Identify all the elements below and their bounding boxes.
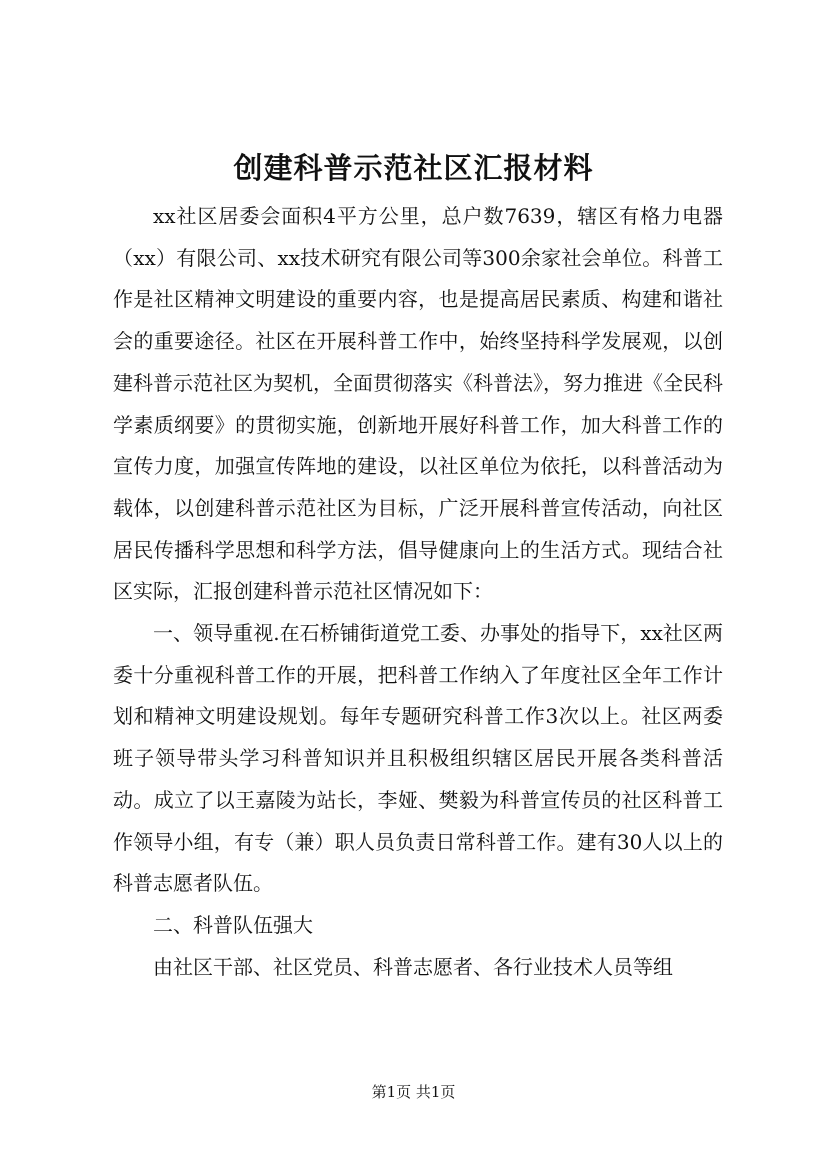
paragraph-intro: xx社区居委会面积4平方公里，总户数7639，辖区有格力电器（xx）有限公司、xx技术研究有限公司等300余家社会单位。科普工作是社区精神文明建设的重要内容，也是提高居民素质、构建和谐社会的重要途径。社区在开展科普工作中，始终坚持科学发展观，以创建科普示范社区为契机，全面贯彻落实《科普法》，努力推进《全民科学素质纲要》的贯彻实施，创新地开展好科普工作，加大科普工作的宣传力度，加强宣传阵地的建设，以社区单位为依托，以科普活动为载体，以创建科普示范社区为目标，广泛开展科普宣传活动，向社区居民传播科学思想和科学方法，倡导健康向上的生活方式。现结合社区实际，汇报创建科普示范社区情况如下： <box>113 204 723 604</box>
section-heading-team: 二、科普队伍强大 <box>153 912 313 937</box>
paragraph-team: 由社区干部、社区党员、科普志愿者、各行业技术人员等组 <box>153 954 673 979</box>
document-body <box>113 196 723 988</box>
page-footer: 第1页 共1页 <box>371 1083 456 1101</box>
document-title: 创建科普示范社区汇报材料 <box>233 151 594 185</box>
paragraph-leadership: 一、领导重视.在石桥铺街道党工委、办事处的指导下，xx社区两委十分重视科普工作的开展，把科普工作纳入了年度社区全年工作计划和精神文明建设规划。每年专题研究科普工作3次以上。社区两委班子领导带头学习科普知识并且积极组织辖区居民开展各类科普活动。成立了以王嘉陵为站长，李娅、樊毅为科普宣传员的社区科普工作领导小组，有专（兼）职人员负责日常科普工作。建有30人以上的科普志愿者队伍。 <box>113 621 723 896</box>
